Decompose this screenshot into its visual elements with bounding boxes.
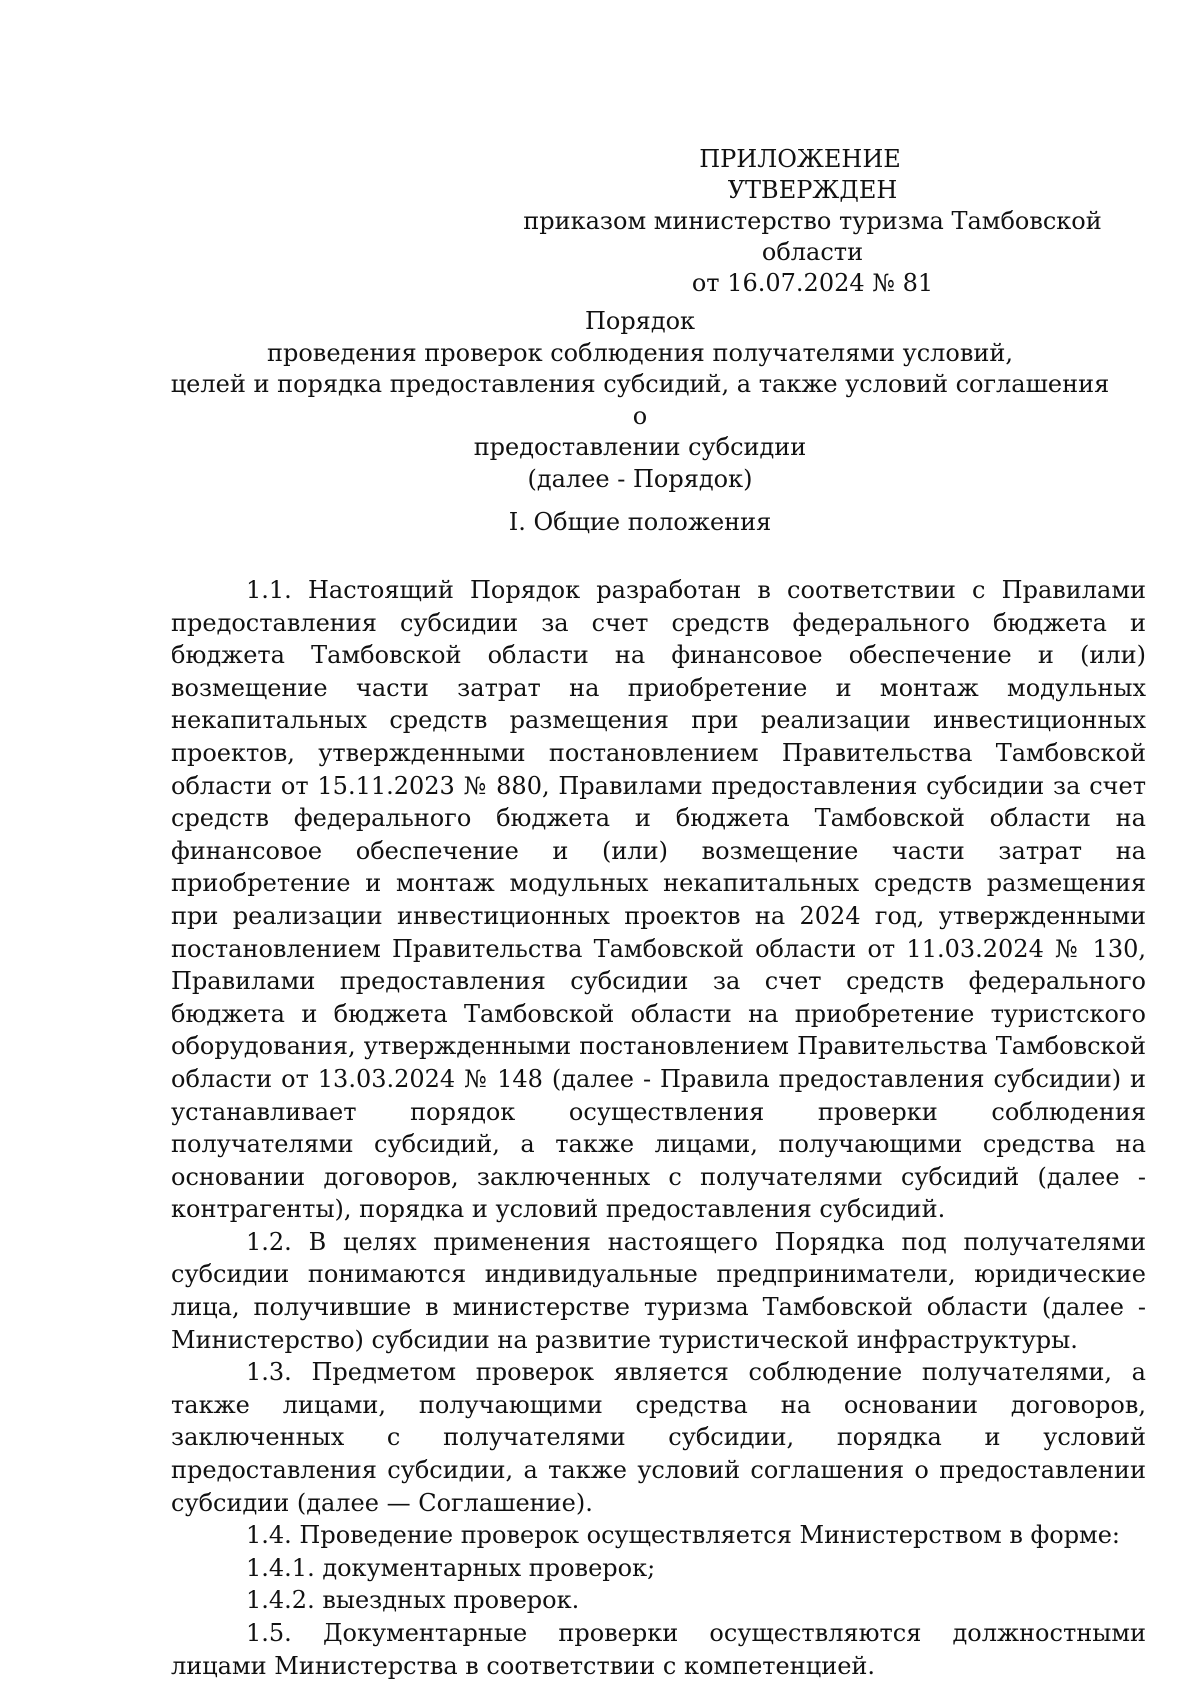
order-date-number: от 16.07.2024 № 81	[691, 269, 934, 297]
approval-stamp-block	[520, 144, 1105, 299]
approved-label: УТВЕРЖДЕН	[727, 176, 898, 204]
paragraph-1-4-2: 1.4.2. выездных проверок.	[246, 1586, 580, 1615]
paragraph-1-5: 1.5. Документарные проверки осуществляются должностными лицами Министерства в соответствии с компетенцией.	[171, 1619, 1146, 1680]
title-line: проведения проверок соблюдения получателями условий,	[267, 338, 1013, 367]
paragraph-1-4-1: 1.4.1. документарных проверок;	[246, 1553, 656, 1582]
title-line: целей и порядка предоставления субсидий, а также условий соглашения о	[170, 370, 1110, 430]
paragraph-1-1: 1.1. Настоящий Порядок разработан в соответствии с Правилами предоставления субсидии за счет средств федерального бюджета и бюджета Тамбовской области на финансовое обеспечение и (или) возмещение части затрат на приобретение и монтаж модульных некапитальных средств размещения при реализации инвестиционных проектов, утвержденными постановлением Правительства Тамбовской области от 15.11.2023 № 880, Правилами предоставления субсидии за счет средств федерального бюджета и бюджета Тамбовской области на финансовое обеспечение и (или) возмещение части затрат на приобретение и монтаж модульных некапитальных средств размещения при реализации инвестиционных проектов на 2024 год, утвержденными постановлением Правительства Тамбовской области от 11.03.2024 № 130, Правилами предоставления субсидии за счет средств федерального бюджета и бюджета Тамбовской области на приобретение туристского оборудования, утвержденными постановлением Правительства Тамбовской области от 13.03.2024 № 148 (далее - Правила предоставления субсидии) и устанавливает порядок осуществления проверки соблюдения получателями субсидий, а также лицами, получающими средства на основании договоров, заключенных с получателями субсидий (далее - контрагенты), порядка и условий предоставления субсидий.	[171, 576, 1146, 1224]
annex-label: ПРИЛОЖЕНИЕ	[699, 145, 901, 173]
title-line: Порядок	[584, 307, 696, 335]
title-line: (далее - Порядок)	[527, 464, 753, 493]
section-heading: I. Общие положения	[508, 508, 772, 536]
order-line-2: области	[761, 238, 864, 266]
document-title	[170, 306, 1110, 495]
paragraph-1-3: 1.3. Предметом проверок является соблюдение получателями, а также лицами, получающими средства на основании договоров, заключенных с получателями субсидии, порядка и условий предоставления субсидии, а также условий соглашения о предоставлении субсидии (далее — Соглашение).	[171, 1358, 1146, 1517]
paragraph-1-2: 1.2. В целях применения настоящего Порядка под получателями субсидии понимаются индивидуальные предприниматели, юридические лица, получившие в министерстве туризма Тамбовской области (далее - Министерство) субсидии на развитие туристической инфраструктуры.	[171, 1227, 1146, 1354]
order-line-1: приказом министерство туризма Тамбовской	[523, 207, 1102, 235]
document-body	[171, 574, 1146, 1682]
paragraph-1-4: 1.4. Проведение проверок осуществляется Министерством в форме:	[246, 1521, 1121, 1550]
title-line: предоставлении субсидии	[473, 433, 807, 461]
